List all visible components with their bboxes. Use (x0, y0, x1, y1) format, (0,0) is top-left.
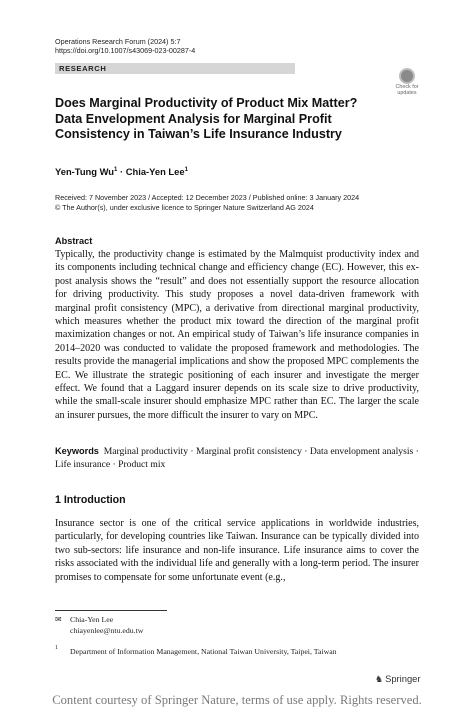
keywords-list: Marginal productivity · Marginal profit consistency · Data envelopment analysis · Life insurance · Product mix (55, 446, 419, 470)
springer-horse-icon: ♞ (375, 674, 384, 684)
article-type-label: RESEARCH (59, 64, 107, 73)
publisher-logo: ♞ Springer (375, 673, 421, 684)
courtesy-notice: Content courtesy of Springer Nature, terms of use apply. Rights reserved. (52, 693, 422, 707)
doi-link[interactable]: https://doi.org/10.1007/s43069-023-00287-4 (55, 46, 196, 55)
check-for-updates-badge[interactable]: Check for updates (392, 68, 422, 100)
paper-title: Does Marginal Productivity of Product Mix Matter? Data Envelopment Analysis for Marginal Profit Consistency in Taiwan’s Life Insurance Industry (55, 96, 358, 141)
introduction-text: Insurance sector is one of the critical service applications in worldwide industries, particularly, for developing countries like Taiwan. Insurance can be typically divided into two sub-sectors: life insurance and non-life insurance. Life insurance aims to cover the risks associated with the individual life and generally with a long-term period. The insurer promises to compensate for some unfortunate event (e.g., (55, 518, 419, 583)
footnote-divider (55, 610, 167, 611)
affiliation-marker: 1 (184, 167, 188, 173)
affiliation-text: Department of Information Management, National Taiwan University, Taipei, Taiwan (70, 647, 337, 656)
keywords-label: Keywords (55, 446, 99, 456)
abstract-text: Typically, the productivity change is estimated by the Malmquist productivity index and its components including technical change and efficiency change (EC). However, this ex-post analysis shows the “result” and does not essentially support the resource allocation for driving productivity. This study proposes a novel data-driven framework with marginal profit consistency (MPC), a derivative from directional marginal productivity, which measures whether the product mix toward the direction of the marginal profit maximization changes or not. An empirical study of Taiwan’s life insurance companies in 2014–2020 was conducted to validate the proposed framework and methodologies. The results provide the managerial implications and show the proposed MPC complements the EC. We illustrate the strategic positioning of each insurer and investigate the merger effect. We found that a Laggard insurer depends on its scale size to drive productivity, while the small-scale insurer should emphasize MPC rather than EC. The larger the scale an insurer pursues, the more difficult the insurer to vary on MPC. (55, 249, 419, 421)
author-name[interactable]: Yen-Tung Wu (55, 166, 115, 178)
check-updates-icon (399, 68, 415, 84)
author-name[interactable]: Chia-Yen Lee (125, 166, 185, 178)
publication-history: Received: 7 November 2023 / Accepted: 12 December 2023 / Published online: 3 January 2024 (55, 193, 360, 202)
keywords (55, 445, 419, 471)
section-heading: 1 Introduction (55, 494, 126, 506)
author-list: Yen-Tung $Wu^1$ · Chia-Yen Lee$^1$ (55, 166, 188, 178)
corresponding-author: Chia-Yen Lee (70, 615, 114, 624)
author-email[interactable]: chiayenlee@ntu.edu.tw (70, 626, 144, 635)
affiliation-marker: 1 (114, 167, 118, 173)
affiliation-number: 1 (55, 645, 58, 651)
abstract-heading: Abstract (55, 236, 93, 246)
copyright-notice: © The Author(s), under exclusive licence to Springer Nature Switzerland AG 2024 (55, 203, 314, 212)
envelope-icon: ✉ (55, 615, 62, 624)
journal-citation: Operations Research Forum (2024) 5:7 (55, 37, 181, 46)
